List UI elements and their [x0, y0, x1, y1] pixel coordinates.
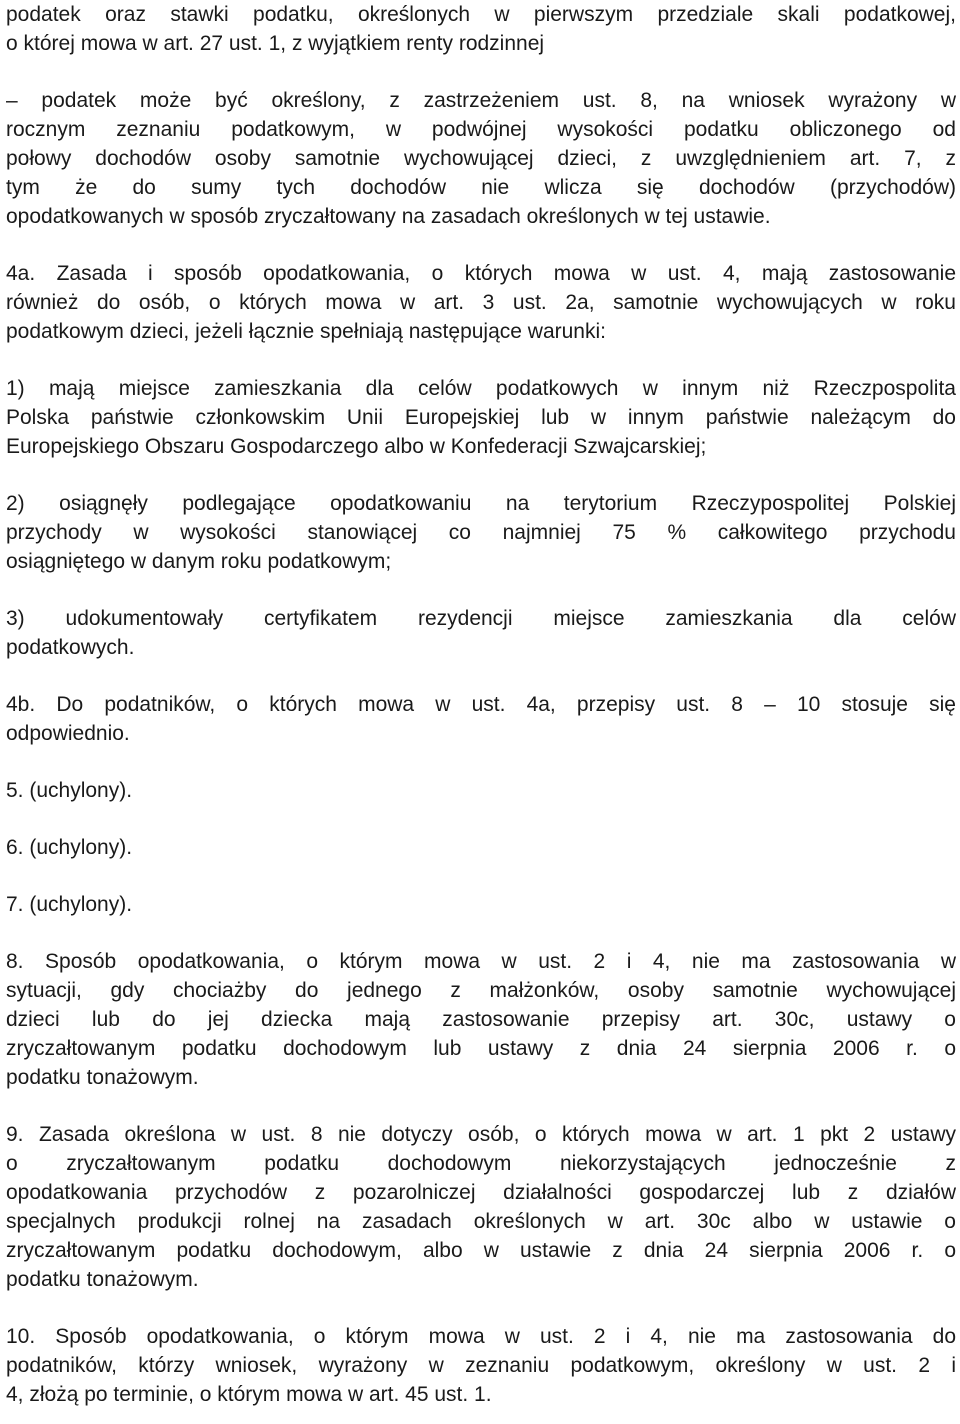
text-line: odpowiednio.	[6, 722, 130, 745]
text-line: również do osób, o których mowa w art. 3 ust. 2a, samotnie wychowujących w roku	[6, 291, 956, 314]
text-line: zryczałtowanym podatku dochodowym, albo w ustawie z dnia 24 sierpnia 2006 r. o	[6, 1239, 956, 1262]
paragraph-condition-3	[6, 604, 956, 662]
text-line: Polska państwie członkowskim Unii Europejskiej lub w innym państwie należącym do	[6, 406, 956, 429]
text-line: rocznym zeznaniu podatkowym, w podwójnej wysokości podatku obliczonego od	[6, 118, 956, 141]
text-line: 6. (uchylony).	[6, 836, 133, 859]
text-line: Europejskiego Obszaru Gospodarczego albo w Konfederacji Szwajcarskiej;	[6, 435, 707, 458]
text-line: sytuacji, gdy chociażby do jednego z małżonków, osoby samotnie wychowującej	[6, 979, 956, 1002]
paragraph-continuation	[6, 86, 956, 231]
text-line: 5. (uchylony).	[6, 779, 133, 802]
paragraph-6	[6, 833, 956, 862]
paragraph-10	[6, 1322, 956, 1409]
document-page	[6, 0, 956, 1409]
text-line: 4, złożą po terminie, o którym mowa w art. 45 ust. 1.	[6, 1383, 492, 1406]
paragraph-5	[6, 776, 956, 805]
paragraph-intro	[6, 0, 956, 58]
paragraph-4b	[6, 690, 956, 748]
text-line: podatników, którzy wniosek, wyrażony w zeznaniu podatkowym, określony w ust. 2 i	[6, 1354, 956, 1377]
text-line: 8. Sposób opodatkowania, o którym mowa w ust. 2 i 4, nie ma zastosowania w	[6, 950, 956, 973]
text-line: podatkowych.	[6, 636, 135, 659]
text-line: tym że do sumy tych dochodów nie wlicza się dochodów (przychodów)	[6, 176, 956, 199]
text-line: osiągniętego w danym roku podatkowym;	[6, 550, 392, 573]
text-line: opodatkowania przychodów z pozarolniczej działalności gospodarczej lub z działów	[6, 1181, 956, 1204]
text-line: dzieci lub do jej dziecka mają zastosowanie przepisy art. 30c, ustawy o	[6, 1008, 956, 1031]
paragraph-7	[6, 890, 956, 919]
text-line: o której mowa w art. 27 ust. 1, z wyjątkiem renty rodzinnej	[6, 32, 545, 55]
text-line: połowy dochodów osoby samotnie wychowującej dzieci, z uwzględnieniem art. 7, z	[6, 147, 956, 170]
paragraph-4a	[6, 259, 956, 346]
text-line: 4a. Zasada i sposób opodatkowania, o których mowa w ust. 4, mają zastosowanie	[6, 262, 956, 285]
text-line: opodatkowanych w sposób zryczałtowany na zasadach określonych w tej ustawie.	[6, 205, 771, 228]
text-line: 2) osiągnęły podlegające opodatkowaniu na terytorium Rzeczypospolitej Polskiej	[6, 492, 956, 515]
paragraph-9	[6, 1120, 956, 1294]
text-line: 9. Zasada określona w ust. 8 nie dotyczy osób, o których mowa w art. 1 pkt 2 ustawy	[6, 1123, 956, 1146]
text-line: podatek oraz stawki podatku, określonych w pierwszym przedziale skali podatkowej,	[6, 3, 956, 26]
text-line: zryczałtowanym podatku dochodowym lub ustawy z dnia 24 sierpnia 2006 r. o	[6, 1037, 956, 1060]
text-line: podatku tonażowym.	[6, 1268, 199, 1291]
text-line: 1) mają miejsce zamieszkania dla celów podatkowych w innym niż Rzeczpospolita	[6, 377, 956, 400]
text-line: 3) udokumentowały certyfikatem rezydencji miejsce zamieszkania dla celów	[6, 607, 956, 630]
text-line: podatku tonażowym.	[6, 1066, 199, 1089]
paragraph-8	[6, 947, 956, 1092]
text-line: – podatek może być określony, z zastrzeżeniem ust. 8, na wniosek wyrażony w	[6, 89, 956, 112]
paragraph-condition-2	[6, 489, 956, 576]
text-line: o zryczałtowanym podatku dochodowym niekorzystających jednocześnie z	[6, 1152, 956, 1175]
text-line: 4b. Do podatników, o których mowa w ust. 4a, przepisy ust. 8 – 10 stosuje się	[6, 693, 956, 716]
text-line: przychody w wysokości stanowiącej co najmniej 75 % całkowitego przychodu	[6, 521, 956, 544]
text-line: 10. Sposób opodatkowania, o którym mowa w ust. 2 i 4, nie ma zastosowania do	[6, 1325, 956, 1348]
text-line: podatkowym dzieci, jeżeli łącznie spełniają następujące warunki:	[6, 320, 606, 343]
text-line: 7. (uchylony).	[6, 893, 133, 916]
paragraph-condition-1	[6, 374, 956, 461]
text-line: specjalnych produkcji rolnej na zasadach określonych w art. 30c albo w ustawie o	[6, 1210, 956, 1233]
